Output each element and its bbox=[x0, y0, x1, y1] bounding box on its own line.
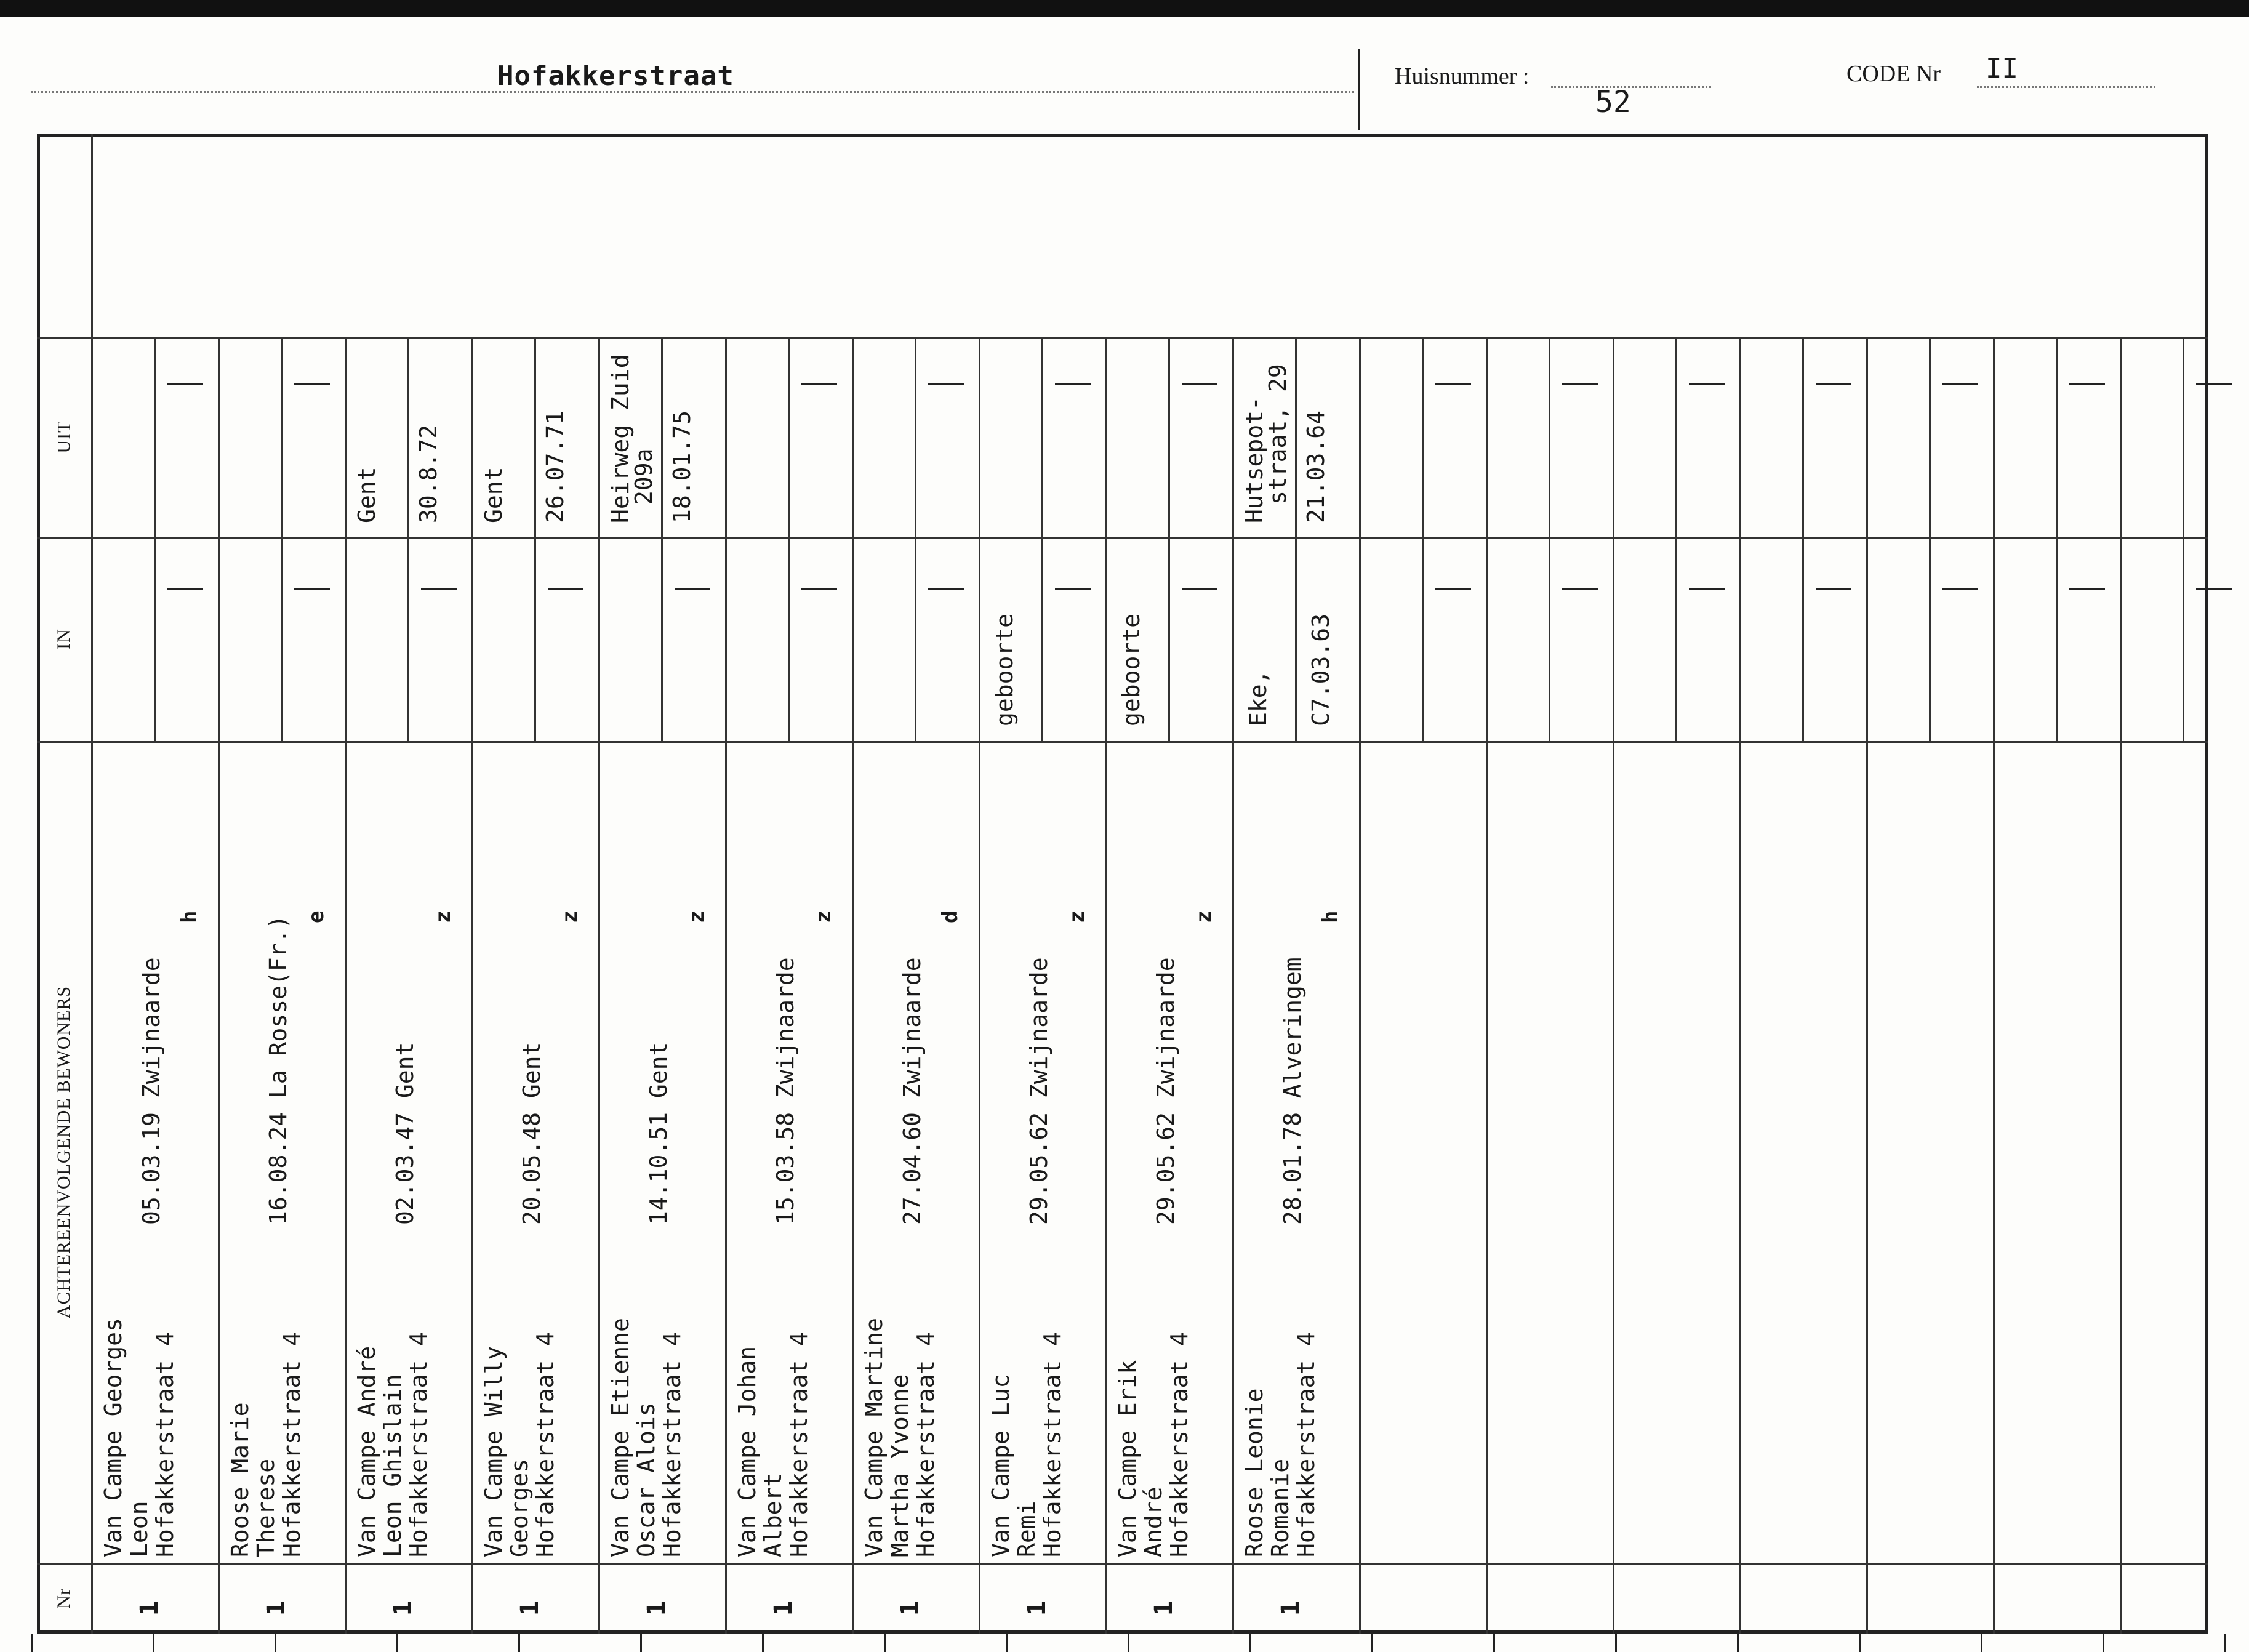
empty-dash bbox=[1942, 383, 1978, 385]
sub-column-divider bbox=[1295, 337, 1297, 741]
huisnummer-label: Huisnummer : bbox=[1395, 63, 1529, 89]
resident-name-line: Oscar Alois bbox=[633, 1402, 660, 1557]
resident-birth: 27.04.60 Zwijnaarde bbox=[899, 957, 926, 1225]
bottom-tick bbox=[1371, 1634, 1373, 1652]
bottom-tick bbox=[1615, 1634, 1617, 1652]
street-name: Hofakkerstraat bbox=[497, 60, 734, 92]
resident-name-line: Van Campe Martine bbox=[860, 1318, 888, 1557]
sub-column-divider bbox=[915, 337, 916, 741]
resident-name-line: Roose Marie bbox=[227, 1402, 254, 1557]
resident-nr: 1 bbox=[1150, 1600, 1178, 1616]
empty-dash bbox=[2196, 588, 2232, 590]
empty-dash bbox=[2069, 588, 2105, 590]
sub-column-divider bbox=[2183, 337, 2184, 741]
empty-dash bbox=[928, 588, 964, 590]
sub-column-divider bbox=[154, 337, 156, 741]
column-divider bbox=[345, 337, 347, 1634]
resident-birth: 29.05.62 Zwijnaarde bbox=[1152, 957, 1179, 1225]
row-label-in: IN bbox=[54, 628, 74, 649]
resident-name-line: Romanie bbox=[1267, 1458, 1294, 1557]
empty-dash bbox=[1689, 588, 1725, 590]
row-label-uit: UIT bbox=[53, 420, 74, 454]
code-dotted-line bbox=[1977, 86, 2155, 88]
resident-sex: z bbox=[558, 910, 582, 923]
sub-column-divider bbox=[1675, 337, 1677, 741]
resident-name-line: Hofakkerstraat 4 bbox=[785, 1331, 812, 1557]
resident-name-line: Therese bbox=[252, 1458, 279, 1557]
empty-dash bbox=[167, 588, 203, 590]
resident-name-line: Leon Ghislain bbox=[379, 1374, 406, 1557]
sub-column-divider bbox=[1929, 337, 1931, 741]
street-dotted-line bbox=[31, 91, 1354, 93]
resident-name-line: Hofakkerstraat 4 bbox=[278, 1331, 305, 1557]
code-value: II bbox=[1986, 53, 2018, 84]
bottom-tick bbox=[1493, 1634, 1495, 1652]
uit-place-2: 209a bbox=[630, 448, 657, 505]
column-divider bbox=[979, 337, 980, 1634]
resident-sex: h bbox=[1318, 910, 1343, 923]
column-divider bbox=[1359, 337, 1361, 1634]
sub-column-divider bbox=[1168, 337, 1170, 741]
empty-dash bbox=[1816, 588, 1851, 590]
empty-dash bbox=[294, 588, 330, 590]
resident-birth: 14.10.51 Gent bbox=[645, 1041, 672, 1225]
empty-dash bbox=[2196, 383, 2232, 385]
bottom-tick bbox=[640, 1634, 642, 1652]
uit-place: Gent bbox=[480, 467, 507, 523]
uit-place: Gent bbox=[353, 467, 380, 523]
empty-dash bbox=[801, 588, 837, 590]
column-divider bbox=[852, 337, 854, 1634]
empty-dash bbox=[167, 383, 203, 385]
resident-sex: d bbox=[938, 910, 963, 923]
sub-column-divider bbox=[1802, 337, 1804, 741]
empty-dash bbox=[2069, 383, 2105, 385]
row-divider bbox=[37, 741, 2208, 743]
resident-sex: z bbox=[811, 910, 836, 923]
bottom-tick bbox=[2103, 1634, 2104, 1652]
row-divider bbox=[37, 337, 2208, 339]
resident-name-line: Van Campe André bbox=[353, 1345, 380, 1557]
row-divider bbox=[37, 1563, 2208, 1565]
sub-column-divider bbox=[1041, 337, 1043, 741]
resident-name-line: Georges bbox=[506, 1458, 533, 1557]
huisnummer-value: 52 bbox=[1595, 85, 1631, 119]
empty-dash bbox=[1182, 588, 1217, 590]
empty-dash bbox=[1562, 588, 1598, 590]
bottom-tick bbox=[518, 1634, 520, 1652]
resident-birth: 20.05.48 Gent bbox=[518, 1041, 545, 1225]
resident-birth: 16.08.24 La Rosse(Fr.) bbox=[265, 915, 292, 1225]
empty-dash bbox=[675, 588, 710, 590]
column-divider bbox=[218, 337, 220, 1634]
resident-sex: z bbox=[431, 910, 455, 923]
column-divider bbox=[1866, 337, 1868, 1634]
row-label-nr: Nr bbox=[54, 1588, 74, 1609]
column-divider bbox=[1105, 337, 1107, 1634]
resident-name-line: Leon bbox=[126, 1501, 153, 1557]
empty-dash bbox=[1942, 588, 1978, 590]
sub-column-divider bbox=[2056, 337, 2058, 741]
resident-name-line: Martha Yvonne bbox=[886, 1374, 913, 1557]
in-place: Eke, bbox=[1245, 670, 1272, 726]
resident-sex: z bbox=[1065, 910, 1089, 923]
column-divider bbox=[1739, 337, 1741, 1634]
resident-nr: 1 bbox=[262, 1600, 291, 1616]
uit-date: 26.07.71 bbox=[542, 410, 569, 523]
column-divider bbox=[2120, 337, 2122, 1634]
column-divider bbox=[1613, 337, 1614, 1634]
bottom-tick bbox=[762, 1634, 764, 1652]
resident-nr: 1 bbox=[1023, 1600, 1051, 1616]
bottom-tick bbox=[1981, 1634, 1982, 1652]
resident-birth: 29.05.62 Zwijnaarde bbox=[1025, 957, 1052, 1225]
sub-column-divider bbox=[661, 337, 663, 741]
sub-column-divider bbox=[1422, 337, 1424, 741]
huisnummer-dotted-line bbox=[1551, 86, 1711, 88]
resident-name-line: Hofakkerstraat 4 bbox=[912, 1331, 939, 1557]
resident-sex: z bbox=[684, 910, 709, 923]
empty-dash bbox=[1055, 383, 1091, 385]
resident-birth: 05.03.19 Zwijnaarde bbox=[138, 957, 165, 1225]
resident-name-line: Hofakkerstraat 4 bbox=[1293, 1331, 1320, 1557]
resident-name-line: Albert bbox=[760, 1472, 787, 1557]
resident-nr: 1 bbox=[1277, 1600, 1305, 1616]
sub-column-divider bbox=[534, 337, 536, 741]
resident-name-line: André bbox=[1140, 1486, 1167, 1557]
resident-birth: 28.01.78 Alveringem bbox=[1279, 957, 1306, 1225]
empty-dash bbox=[1816, 383, 1851, 385]
bottom-tick bbox=[2224, 1634, 2226, 1652]
sub-column-divider bbox=[1549, 337, 1550, 741]
row-divider bbox=[37, 537, 2208, 539]
uit-date: 21.03.64 bbox=[1302, 410, 1329, 523]
header-divider bbox=[1358, 49, 1360, 130]
in-place: geboorte bbox=[991, 613, 1018, 726]
resident-nr: 1 bbox=[389, 1600, 417, 1616]
in-date: C7.03.63 bbox=[1307, 613, 1334, 726]
resident-sex: z bbox=[1192, 910, 1216, 923]
column-divider bbox=[1993, 337, 1995, 1634]
uit-date: 18.01.75 bbox=[668, 410, 696, 523]
column-divider bbox=[471, 337, 473, 1634]
bottom-tick bbox=[1737, 1634, 1739, 1652]
empty-dash bbox=[801, 383, 837, 385]
sub-column-divider bbox=[788, 337, 790, 741]
in-place: geboorte bbox=[1118, 613, 1145, 726]
bottom-tick bbox=[1128, 1634, 1129, 1652]
bottom-tick bbox=[1859, 1634, 1861, 1652]
uit-date: 30.8.72 bbox=[415, 424, 442, 523]
empty-dash bbox=[1562, 383, 1598, 385]
resident-sex: e bbox=[304, 910, 329, 923]
uit-place-2: straat, 29 bbox=[1264, 364, 1291, 505]
resident-nr: 1 bbox=[643, 1600, 671, 1616]
resident-nr: 1 bbox=[135, 1600, 164, 1616]
resident-name-line: Hofakkerstraat 4 bbox=[151, 1331, 178, 1557]
sub-column-divider bbox=[407, 337, 409, 741]
resident-name-line: Van Campe Luc bbox=[987, 1374, 1014, 1557]
resident-nr: 1 bbox=[516, 1600, 544, 1616]
resident-name-line: Van Campe Willy bbox=[480, 1345, 507, 1557]
resident-name-line: Roose Leonie bbox=[1241, 1388, 1268, 1557]
empty-dash bbox=[928, 383, 964, 385]
label-column-divider bbox=[91, 134, 93, 1634]
scan-top-edge bbox=[0, 0, 2249, 17]
resident-name-line: Van Campe Etienne bbox=[607, 1318, 634, 1557]
resident-name-line: Hofakkerstraat 4 bbox=[1039, 1331, 1066, 1557]
resident-birth: 02.03.47 Gent bbox=[391, 1041, 419, 1225]
column-divider bbox=[1232, 337, 1234, 1634]
uit-place: Hutsepot- bbox=[1241, 396, 1268, 523]
resident-birth: 15.03.58 Zwijnaarde bbox=[772, 957, 799, 1225]
bottom-tick bbox=[1249, 1634, 1251, 1652]
empty-dash bbox=[1435, 588, 1471, 590]
bottom-tick bbox=[396, 1634, 398, 1652]
resident-sex: h bbox=[177, 910, 202, 923]
row-label-bewoners: ACHTEREENVOLGENDE BEWONERS bbox=[54, 985, 74, 1319]
resident-name-line: Hofakkerstraat 4 bbox=[405, 1331, 432, 1557]
bottom-tick bbox=[1006, 1634, 1008, 1652]
empty-dash bbox=[294, 383, 330, 385]
column-divider bbox=[1486, 337, 1488, 1634]
resident-name-line: Hofakkerstraat 4 bbox=[532, 1331, 559, 1557]
empty-dash bbox=[421, 588, 457, 590]
sub-column-divider bbox=[281, 337, 283, 741]
empty-dash bbox=[1182, 383, 1217, 385]
resident-name-line: Remi bbox=[1013, 1501, 1040, 1557]
bottom-tick bbox=[275, 1634, 276, 1652]
resident-name-line: Van Campe Georges bbox=[100, 1318, 127, 1557]
bottom-tick bbox=[153, 1634, 154, 1652]
empty-dash bbox=[1055, 588, 1091, 590]
column-divider bbox=[725, 337, 727, 1634]
bottom-tick bbox=[31, 1634, 33, 1652]
empty-dash bbox=[548, 588, 583, 590]
resident-name-line: Hofakkerstraat 4 bbox=[659, 1331, 686, 1557]
bottom-tick bbox=[884, 1634, 886, 1652]
uit-place: Heirweg Zuid bbox=[607, 354, 634, 523]
empty-dash bbox=[1689, 383, 1725, 385]
resident-name-line: Van Campe Johan bbox=[734, 1345, 761, 1557]
resident-name-line: Van Campe Erik bbox=[1114, 1360, 1141, 1557]
resident-name-line: Hofakkerstraat 4 bbox=[1166, 1331, 1193, 1557]
resident-nr: 1 bbox=[896, 1600, 924, 1616]
column-divider bbox=[598, 337, 600, 1634]
code-label: CODE Nr bbox=[1846, 61, 1941, 87]
resident-nr: 1 bbox=[769, 1600, 798, 1616]
empty-dash bbox=[1435, 383, 1471, 385]
